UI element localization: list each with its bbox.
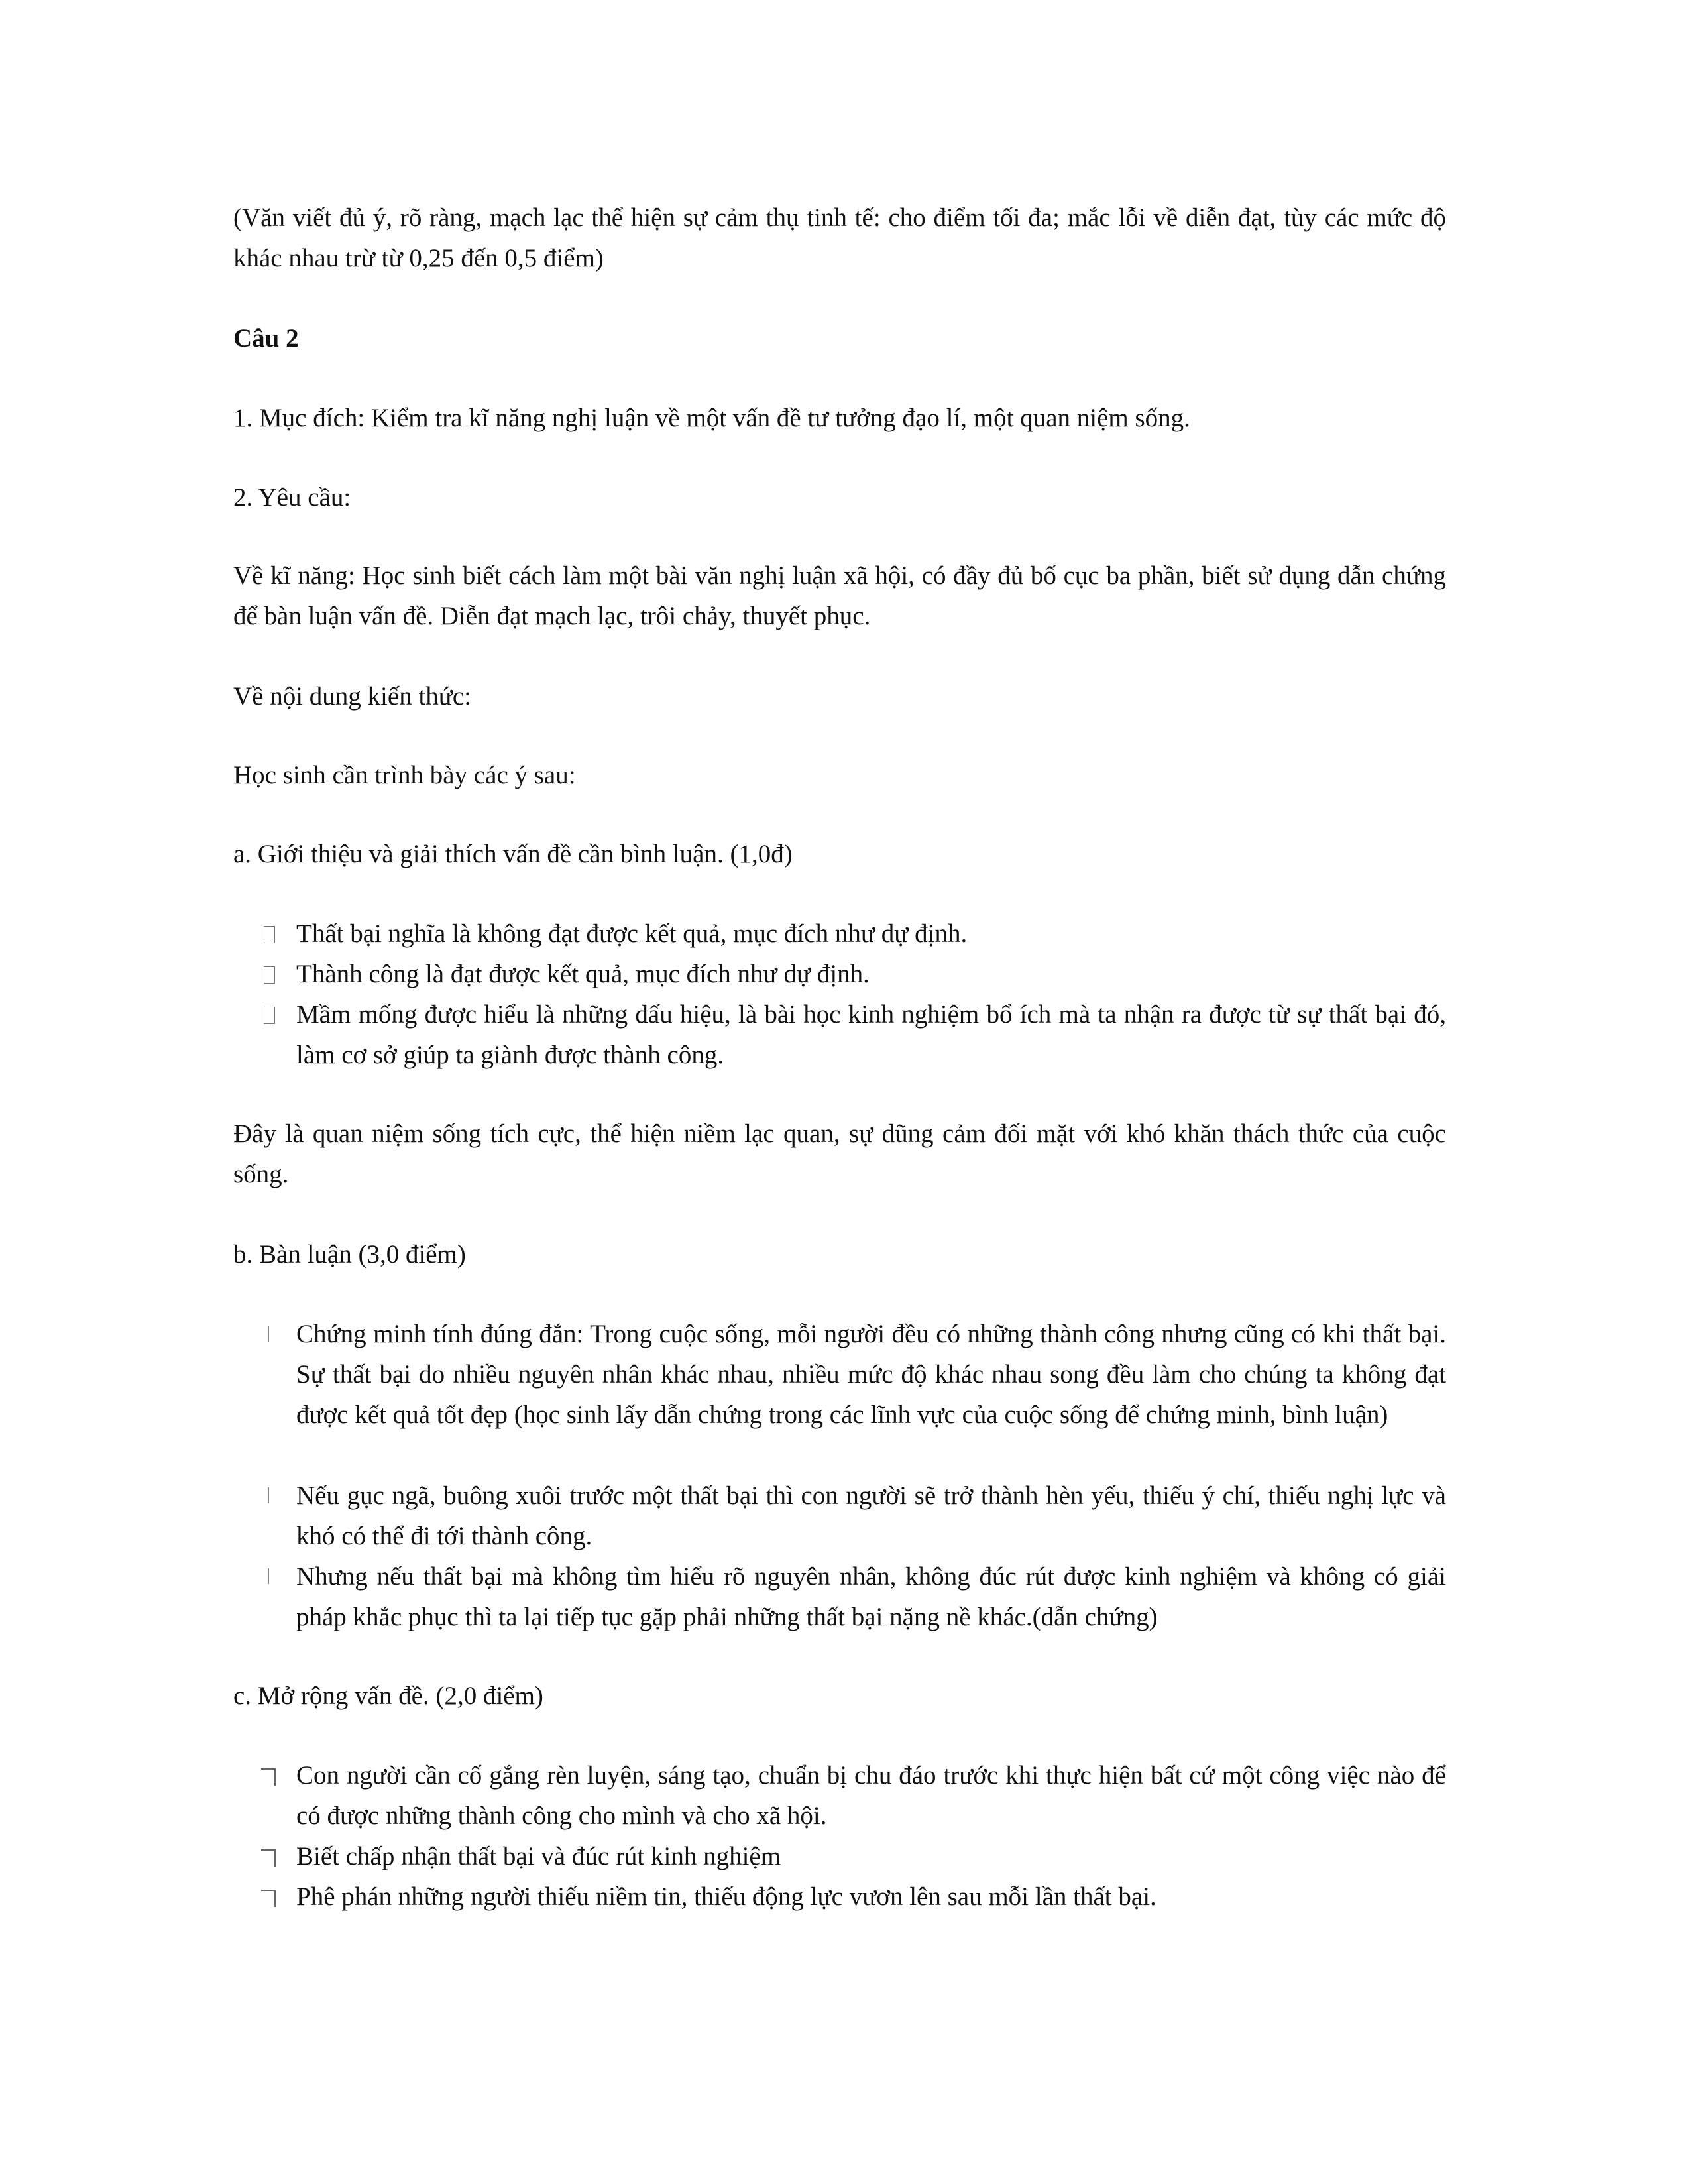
grading-note-paragraph: (Văn viết đủ ý, rõ ràng, mạch lạc thể hiện sự cảm thụ tinh tế: cho điểm tối đa; mắc lỗi về diễn đạt, tùy các mức độ khác nhau trừ từ 0,25 đến 0,5 điểm) — [233, 203, 1446, 272]
list-item — [296, 954, 1446, 994]
corner-bullet-icon — [258, 1876, 278, 1917]
list-item-text: Nhưng nếu thất bại mà không tìm hiểu rõ nguyên nhân, không đúc rút được kinh nghiệm và không có giải pháp khắc phục thì ta lại tiếp tục gặp phải những thất bại nặng nề khác.(dẫn chứng) — [296, 1562, 1446, 1631]
content-heading: Về nội dung kiến thức: — [233, 682, 472, 711]
section-b-heading: b. Bàn luận (3,0 điểm) — [233, 1240, 466, 1269]
bar-bullet-icon — [258, 1556, 278, 1597]
list-item — [296, 1475, 1446, 1556]
list-item-text: Thành công là đạt được kết quả, mục đích như dự định. — [296, 960, 870, 988]
list-item-text: Nếu gục ngã, buông xuôi trước một thất bại thì con người sẽ trở thành hèn yếu, thiếu ý chí, thiếu nghị lực và khó có thể đi tới thành công. — [296, 1481, 1446, 1550]
question-2-heading: Câu 2 — [233, 324, 299, 353]
section-c-heading: c. Mở rộng vấn đề. (2,0 điểm) — [233, 1682, 543, 1710]
list-item-text: Chứng minh tính đúng đắn: Trong cuộc sống, mỗi người đều có những thành công nhưng cũng có khi thất bại. Sự thất bại do nhiều nguyên nhân khác nhau, nhiều mức độ khác nhau song đều làm cho chúng ta không đạt được kết quả tốt đẹp (học sinh lấy dẫn chứng trong các lĩnh vực của cuộc sống để chứng minh, bình luận) — [296, 1320, 1446, 1429]
corner-bullet-icon — [258, 1755, 278, 1796]
purpose-paragraph: 1. Mục đích: Kiểm tra kĩ năng nghị luận về một vấn đề tư tưởng đạo lí, một quan niệm sống. — [233, 404, 1190, 432]
square-bullet-icon — [258, 954, 278, 994]
list-item-text: Mầm mống được hiểu là những dấu hiệu, là bài học kinh nghiệm bổ ích mà ta nhận ra được từ sự thất bại đó, làm cơ sở giúp ta giành được thành công. — [296, 1000, 1446, 1069]
list-item-text: Con người cần cố gắng rèn luyện, sáng tạo, chuẩn bị chu đáo trước khi thực hiện bất cứ một công việc nào để có được những thành công cho mình và cho xã hội. — [296, 1761, 1446, 1830]
square-bullet-icon — [258, 913, 278, 954]
bar-bullet-icon — [258, 1475, 278, 1516]
requirements-heading: 2. Yêu cầu: — [233, 483, 351, 512]
list-item — [296, 913, 1446, 954]
instructions-paragraph: Học sinh cần trình bày các ý sau: — [233, 761, 576, 789]
list-item — [296, 1556, 1446, 1637]
list-item — [296, 1876, 1446, 1917]
corner-bullet-icon — [258, 1836, 278, 1876]
section-a-summary: Đây là quan niệm sống tích cực, thể hiện niềm lạc quan, sự dũng cảm đối mặt với khó khăn thách thức của cuộc sống. — [233, 1120, 1446, 1188]
list-item-text: Thất bại nghĩa là không đạt được kết quả, mục đích như dự định. — [296, 919, 968, 948]
list-item-text: Biết chấp nhận thất bại và đúc rút kinh nghiệm — [296, 1842, 781, 1870]
list-item — [296, 1314, 1446, 1435]
list-item — [296, 994, 1446, 1075]
section-a-heading: a. Giới thiệu và giải thích vấn đề cần bình luận. (1,0đ) — [233, 840, 793, 868]
square-bullet-icon — [258, 994, 278, 1035]
skills-paragraph: Về kĩ năng: Học sinh biết cách làm một bài văn nghị luận xã hội, có đầy đủ bố cục ba phần, biết sử dụng dẫn chứng để bàn luận vấn đề. Diễn đạt mạch lạc, trôi chảy, thuyết phục. — [233, 561, 1446, 630]
list-item — [296, 1836, 1446, 1876]
list-item-text: Phê phán những người thiếu niềm tin, thiếu động lực vươn lên sau mỗi lần thất bại. — [296, 1882, 1156, 1911]
list-item — [296, 1755, 1446, 1836]
bar-bullet-icon — [258, 1314, 278, 1354]
